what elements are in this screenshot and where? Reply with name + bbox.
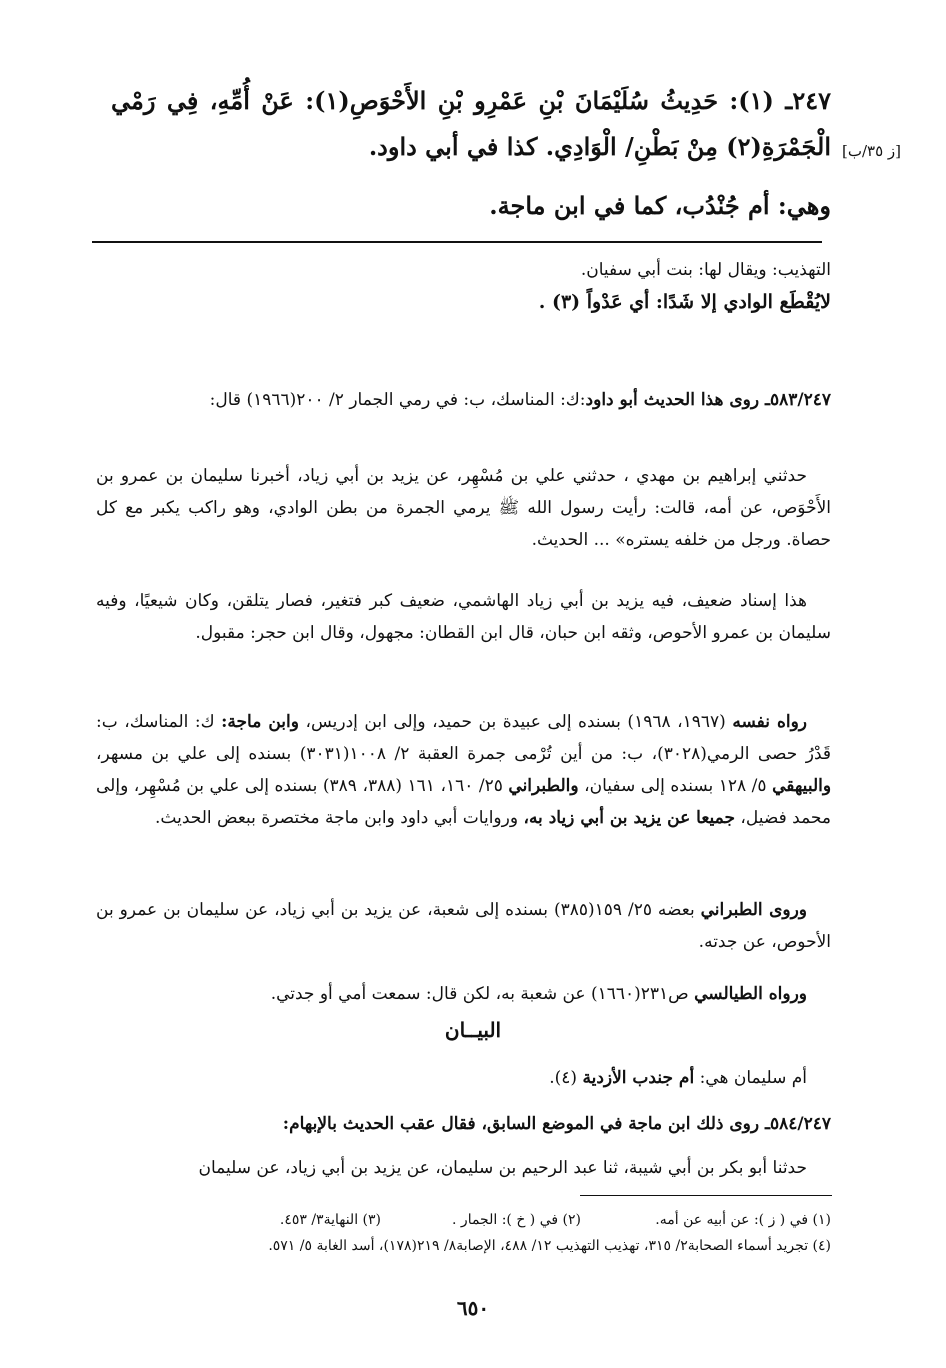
- rawah-text-1: (١٩٦٧، ١٩٦٨) بسنده إلى عبيدة بن حميد، وإلى ابن إدريس،: [305, 712, 726, 732]
- hadith-583-grading: هذا إسناد ضعيف، فيه يزيد بن أبي زياد الهاشمي، ضعيف كبر فتغير، فصار يتلقن، وكان شيعيًا، وفيه سليمان بن عمرو الأحوص، وثقه ابن حبان، قال ابن القطان: مجهول، وقال ابن حجر: مقبول.: [96, 591, 831, 643]
- hadith-heading: [111, 78, 831, 170]
- hadith-heading-line-1: ٢٤٧ـ (١): حَدِيثُ سُلَيْمَانَ بْنِ عَمْرِو بْنِ الأَحْوَصِ(١): عَنْ أُمِّهِ، فِي رَمْي: [111, 86, 831, 115]
- bayan-line: [96, 1062, 831, 1094]
- bayan-prefix: أم سليمان هي:: [699, 1068, 807, 1088]
- footnote-2: (٢) في ( خ ): الجمار .: [452, 1212, 581, 1228]
- hadith-583-heading: [96, 384, 831, 416]
- footnote-row-1: [96, 1207, 831, 1233]
- tabarani2-label: وروى الطبراني: [700, 900, 807, 920]
- hadith-584-chain: حدثنا أبو بكر بن أبي شيبة، ثنا عبد الرحيم بن سليمان، عن يزيد بن أبي زياد، عن سليمان: [198, 1158, 807, 1178]
- tabarani2-text: بعضه ٢٥/ ١٥٩(٣٨٥) بسنده إلى شعبة، عن يزيد بن أبي زياد، عن سليمان بن عمرو بن الأحوص، عن جدته.: [96, 900, 831, 952]
- tayalisi-line: [96, 978, 831, 1010]
- footnote-divider: [580, 1195, 832, 1196]
- tayalisi-text: ص٢٣١(١٦٦٠) عن شعبة به، لكن قال: سمعت أمي أو جدتي.: [270, 984, 689, 1004]
- rawah-label: رواه نفسه: [732, 712, 808, 732]
- hadith-583-number: ٥٨٣/٢٤٧ـ روى هذا الحديث أبو داود: [585, 390, 831, 410]
- bayhaqi-label: والبيهقي: [772, 776, 832, 796]
- hadith-heading-line-2: الْجَمْرَةِ(٢) مِنْ بَطْنِ/ الْوَادِي. كذا في أبي داود.: [368, 132, 831, 161]
- ibn-majah-label: وابن ماجة:: [221, 712, 299, 732]
- tayalisi-label: ورواه الطيالسي: [694, 984, 807, 1004]
- page-number: ٦٥٠: [456, 1296, 490, 1320]
- hadith-heading-line-3: وهي: أم جُنْدُب، كما في ابن ماجة.: [489, 191, 831, 220]
- manuscript-margin-note: [ز ٣٥/ب]: [842, 142, 902, 160]
- footnote-4: (٤) تجريد أسماء الصحابة٢/ ٣١٥، تهذيب التهذيب ١٢/ ٤٨٨، الإصابة٨/ ٢١٩(١٧٨)، أسد الغابة ٥/ ٥٧١.: [268, 1238, 831, 1254]
- commentary: [96, 254, 831, 318]
- rawah-text-5: وروايات أبي داود وابن ماجة مختصرة ببعض الحديث.: [154, 808, 519, 828]
- bayan-name: أم جندب الأزدية: [582, 1068, 695, 1088]
- bayan-title: البيــان: [444, 1018, 502, 1042]
- footnote-1: (١) في ( ز ): عن أبيه عن أمه.: [655, 1212, 831, 1228]
- hadith-584-number: ٥٨٤/٢٤٧ـ روى ذلك ابن ماجة في الموضع السابق، فقال عقب الحديث بالإبهام:: [282, 1114, 831, 1134]
- hadith-583-source: :ك: المناسك، ب: في رمي الجمار ٢/ ٢٠٠(١٩٦٦) قال:: [209, 390, 586, 410]
- footnotes: [96, 1207, 831, 1259]
- footnote-3: (٣) النهاية٣/ ٤٥٣.: [279, 1212, 381, 1228]
- bayan-ref: (٤).: [549, 1068, 578, 1088]
- tabarani-label: والطبراني: [508, 776, 579, 796]
- rawah-text-2: ك: المناسك، ب: قَدْرُ حصى الرمي(٣٠٢٨)، ب: من أين تُرْمى جمرة العقبة ٢/ ١٠٠٨(٣٠٣١) بسنده إلى علي بن مسهر،: [96, 712, 832, 764]
- tabarani-partial: [96, 894, 831, 958]
- commentary-line-1: التهذيب: ويقال لها: بنت أبي سفيان.: [580, 260, 831, 280]
- section-divider: [92, 241, 822, 243]
- hadith-583-takhrij: [96, 706, 831, 834]
- commentary-line-2: لايُقْطَع الوادي إلا شَدًا: أي عَدْواً (٣) .: [538, 291, 831, 313]
- rawah-text-3: ٥/ ١٢٨ بسنده إلى سفيان،: [584, 776, 767, 796]
- jamian-label: جميعا عن يزيد بن أبي زياد به،: [523, 808, 735, 828]
- hadith-583-chain: حدثني إبراهيم بن مهدي ، حدثني علي بن مُسْهِر، عن يزيد بن أبي زياد، أخبرنا سليمان بن عمرو بن الأَحْوَص، عن أمه، قالت: رأيت رسول الله ﷺ يرمي الجمرة من بطن الوادي، وهو راكب يكبر مع كل حصاة. ورجل من خلفه يستره» ... الحديث.: [96, 466, 831, 550]
- footnote-row-2: [96, 1233, 831, 1259]
- hadith-584-heading: [96, 1108, 831, 1140]
- rawah-text-4: ٢٥/ ١٦٠، ١٦١ (٣٨٨، ٣٨٩) بسنده إلى علي بن مُسْهِر، وإلى محمد فضيل،: [96, 776, 831, 828]
